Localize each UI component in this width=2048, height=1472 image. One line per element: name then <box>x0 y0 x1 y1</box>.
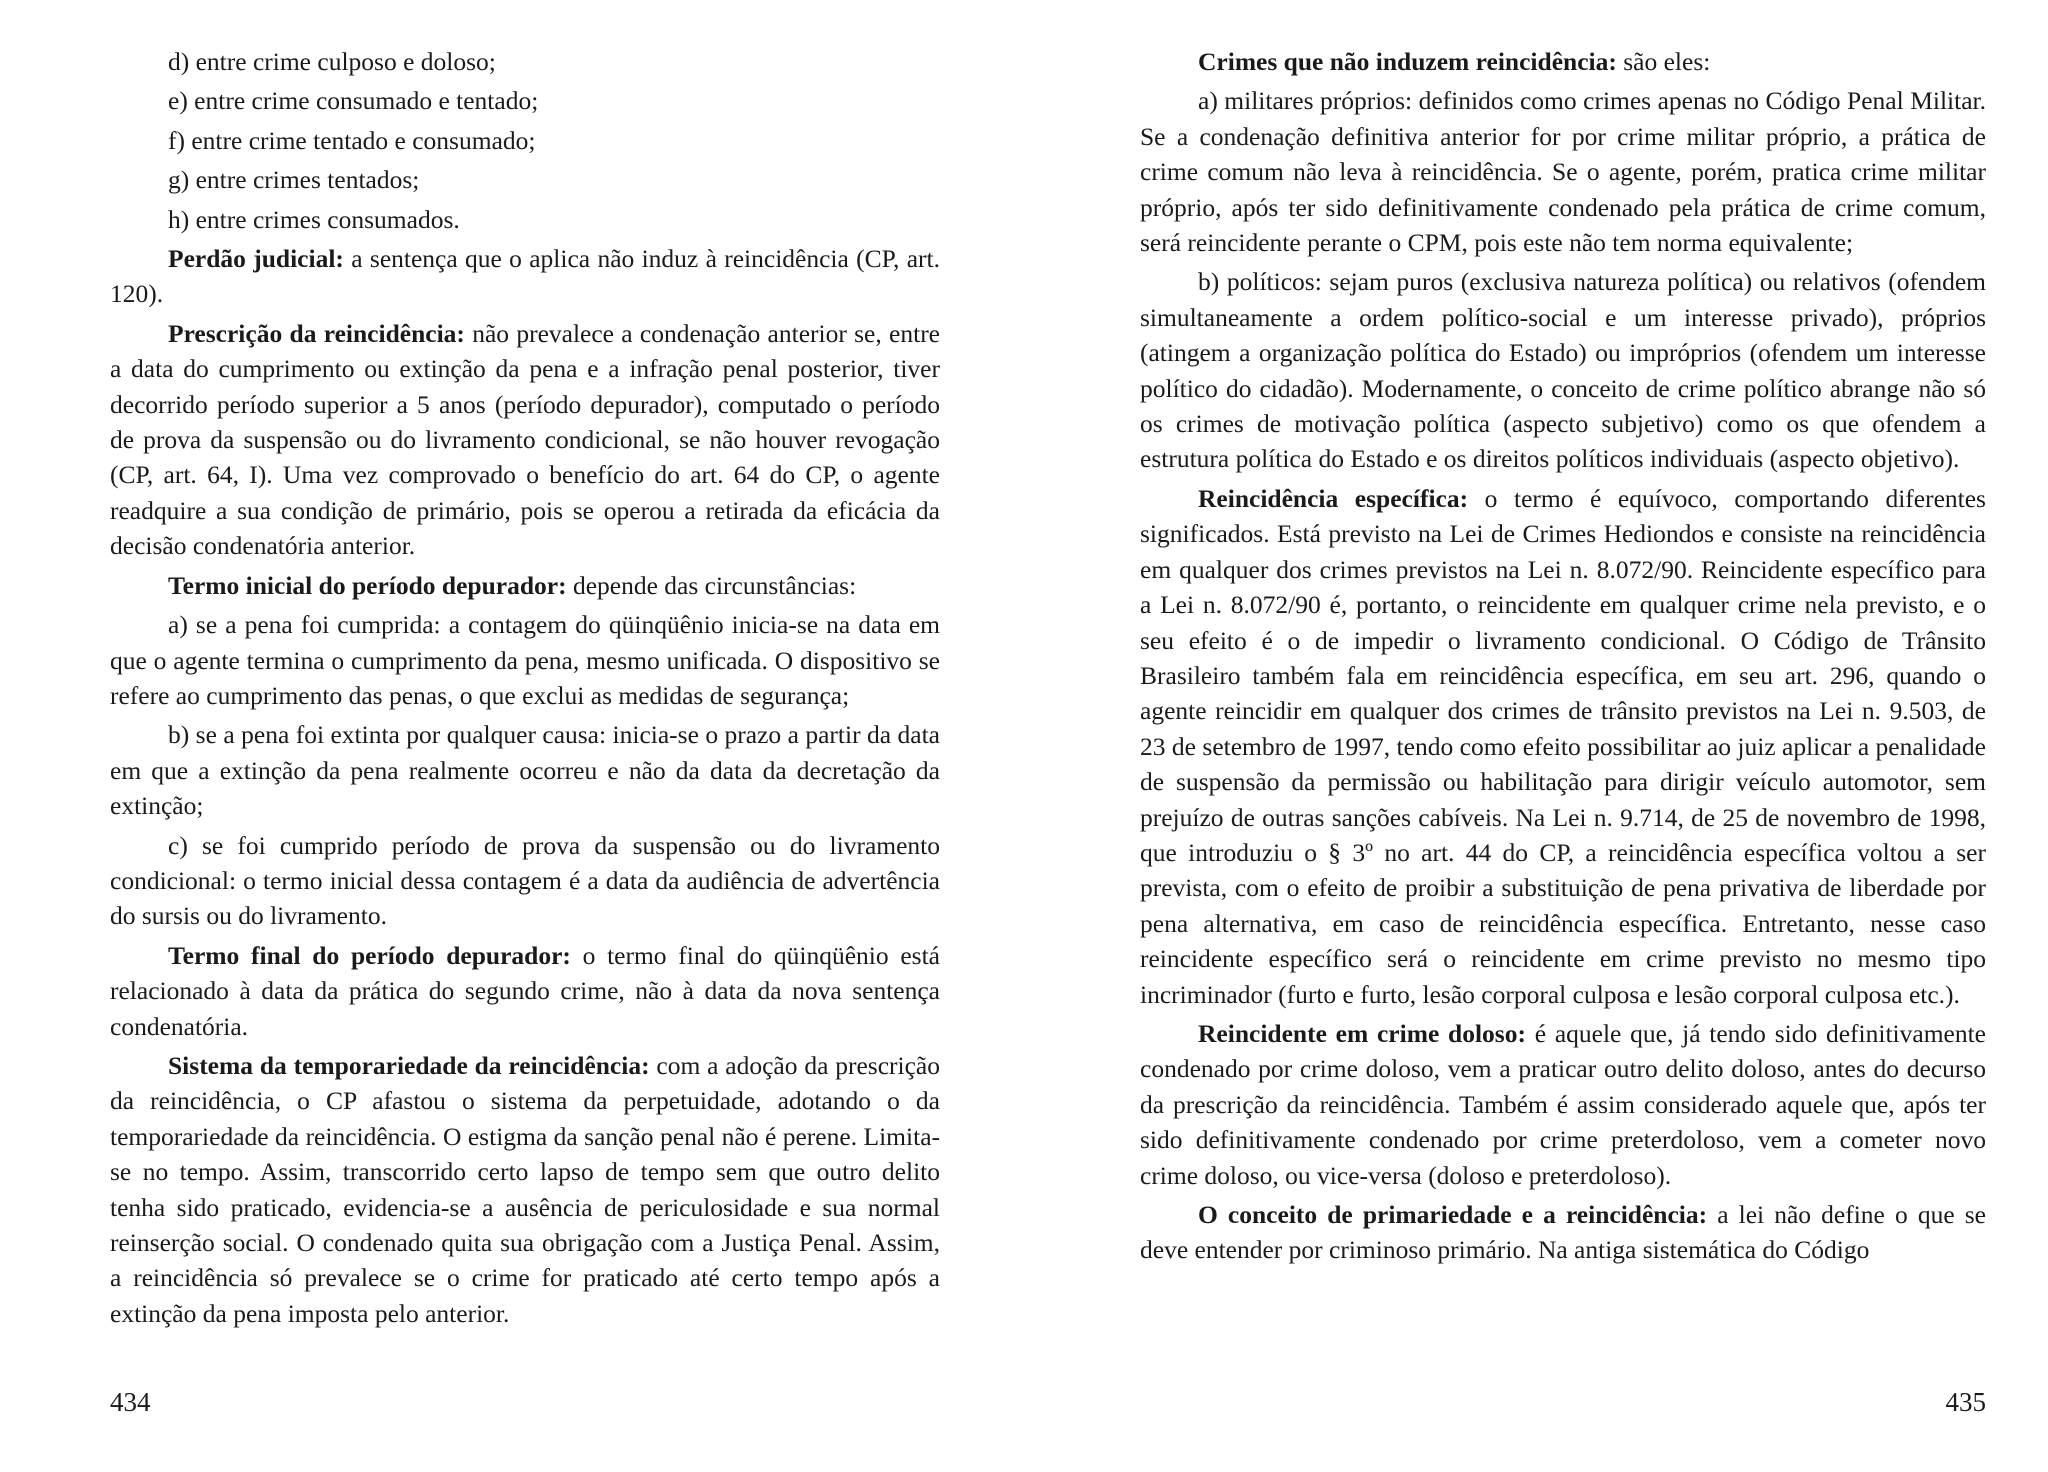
paragraph: d) entre crime culposo e doloso; <box>168 47 496 76</box>
paragraph: Reincidência específica: o termo é equívoco, comportando diferentes significados. Está previsto na Lei de Crimes Hediondos e consiste na reincidência em qualquer dos crimes previstos na Lei n. 8.072/90. Reincidente específico para a Lei n. 8.072/90 é, portanto, o reincidente em qualquer crime nela previsto, e o seu efeito é o de impedir o livramento condicional. O Código de Trânsito Brasileiro também fala em reincidência específica, em seu art. 296, quando o agente reincidir em qualquer dos crimes de trânsito previstos na Lei n. 9.503, de 23 de setembro de 1997, tendo como efeito possibilitar ao juiz aplicar a penalidade de suspensão da permissão ou habilitação para dirigir veículo automotor, sem prejuízo de outras sanções cabíveis. Na Lei n. 9.714, de 25 de novembro de 1998, que introduziu o § 3º no art. 44 do CP, a reincidência específica voltou a ser prevista, com o efeito de proibir a substituição de pena privativa de liberdade por pena alternativa, em caso de reincidência específica. Entretanto, nesse caso reincidente específico será o reincidente em crime previsto no mesmo tipo incriminador (furto e furto, lesão corporal culposa e lesão corporal culposa etc.). <box>1140 483 1986 1009</box>
paragraph: h) entre crimes consumados. <box>168 204 460 234</box>
right-page-body <box>1140 44 1986 1268</box>
paragraph: a) se a pena foi cumprida: a contagem do qüinqüênio inicia-se na data em que o agente termina o cumprimento da pena, mesmo unificada. O dispositivo se refere ao cumprimento das penas, o que exclui as medidas de segurança; <box>110 610 940 710</box>
paragraph: O conceito de primariedade e a reincidência: a lei não define o que se deve entender por criminoso primário. Na antiga sistemática do Código <box>1140 1200 1986 1265</box>
paragraph: Prescrição da reincidência: não prevalece a condenação anterior se, entre a data do cumprimento ou extinção da pena e a infração penal posterior, tiver decorrido período superior a 5 anos (período depurador), computado o período de prova da suspensão ou do livramento condicional, se não houver revogação (CP, art. 64, I). Uma vez comprovado o benefício do art. 64 do CP, o agente readquire a sua condição de primário, pois se operou a retirada da eficácia da decisão condenatória anterior. <box>110 318 941 561</box>
paragraph: e) entre crime consumado e tentado; <box>168 86 539 116</box>
paragraph: Sistema da temporariedade da reincidência: com a adoção da prescrição da reincidência, o CP afastou o sistema da perpetuidade, adotando o da temporariedade da reincidência. O estigma da sanção penal não é perene. Limita-se no tempo. Assim, transcorrido certo lapso de tempo sem que outro delito tenha sido praticado, evidencia-se a ausência de periculosidade e sua normal reinserção social. O condenado quita sua obrigação com a Justiça Penal. Assim, a reincidência só prevalece se o crime for praticado até certo tempo após a extinção da pena imposta pelo anterior. <box>110 1050 941 1328</box>
paragraph: Termo inicial do período depurador: depende das circunstâncias: <box>168 570 857 600</box>
page-number: 434 <box>110 1387 151 1417</box>
paragraph: Termo final do período depurador: o termo final do qüinqüênio está relacionado à data da prática do segundo crime, não à data da nova sentença condenatória. <box>110 940 940 1041</box>
paragraph: Crimes que não induzem reincidência: são eles: <box>1198 47 1711 76</box>
paragraph: c) se foi cumprido período de prova da suspensão ou do livramento condicional: o termo inicial dessa contagem é a data da audiência de advertência do sursis ou do livramento. <box>110 830 940 931</box>
left-page-body <box>110 44 940 1331</box>
paragraph: g) entre crimes tentados; <box>168 165 420 195</box>
paragraph: f) entre crime tentado e consumado; <box>168 125 536 155</box>
paragraph: b) se a pena foi extinta por qualquer causa: inicia-se o prazo a partir da data em que a extinção da pena realmente ocorreu e não da data da decretação da extinção; <box>110 720 940 821</box>
right-page <box>1024 0 2048 1472</box>
paragraph: Reincidente em crime doloso: é aquele que, já tendo sido definitivamente condenado por crime doloso, vem a praticar outro delito doloso, antes do decurso da prescrição da reincidência. Também é assim considerado aquele que, após ter sido definitivamente condenado por crime preterdoloso, vem a cometer novo crime doloso, ou vice-versa (doloso e preterdoloso). <box>1140 1018 1987 1190</box>
page-number: 435 <box>1945 1387 1986 1417</box>
paragraph: b) políticos: sejam puros (exclusiva natureza política) ou relativos (ofendem simultaneamente a ordem político-social e um interesse privado), próprios (atingem a organização política do Estado) ou impróprios (ofendem um interesse político do cidadão). Modernamente, o conceito de crime político abrange não só os crimes de motivação política (aspecto subjetivo) como os que ofendem a estrutura política do Estado e os direitos políticos individuais (aspecto objetivo). <box>1140 267 1986 474</box>
paragraph: Perdão judicial: a sentença que o aplica não induz à reincidência (CP, art. 120). <box>110 244 940 309</box>
paragraph: a) militares próprios: definidos como crimes apenas no Código Penal Militar. Se a condenação definitiva anterior for por crime militar próprio, a prática de crime comum não leva à reincidência. Se o agente, porém, pratica crime militar próprio, após ter sido definitivamente condenado pela prática de crime comum, será reincidente perante o CPM, pois este não tem norma equivalente; <box>1140 86 1986 258</box>
